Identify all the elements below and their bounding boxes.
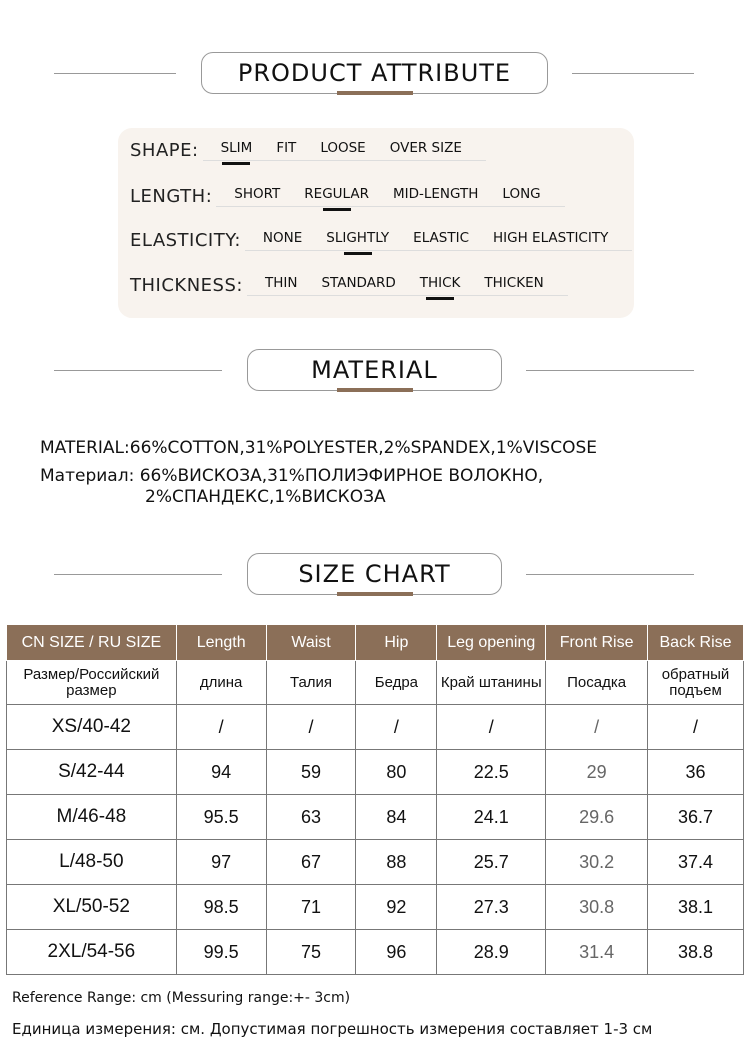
note-en: Reference Range: cm (Messuring range:+- 3cm) xyxy=(12,990,351,1006)
accent-bar xyxy=(337,592,413,596)
table-cell: S/42-44 xyxy=(7,750,177,795)
attribute-option: NONE xyxy=(262,230,303,246)
table-row xyxy=(7,930,744,975)
material-label: MATERIAL: xyxy=(40,438,130,458)
column-header-ru: Талия xyxy=(266,661,356,705)
table-cell: / xyxy=(266,705,356,750)
table-cell: XL/50-52 xyxy=(7,885,177,930)
table-cell: 67 xyxy=(266,840,356,885)
table-cell: 27.3 xyxy=(437,885,546,930)
attribute-row xyxy=(130,230,632,251)
material-value: 66%ВИСКОЗА,31%ПОЛИЭФИРНОЕ ВОЛОКНО, xyxy=(139,466,544,486)
accent-bar xyxy=(337,91,413,95)
table-cell: 94 xyxy=(176,750,266,795)
table-cell: L/48-50 xyxy=(7,840,177,885)
table-cell: 22.5 xyxy=(437,750,546,795)
column-header: Length xyxy=(176,625,266,661)
table-cell: 30.8 xyxy=(546,885,648,930)
section-title-material xyxy=(247,349,502,391)
table-cell: 25.7 xyxy=(437,840,546,885)
section-title-text: PRODUCT ATTRIBUTE xyxy=(237,59,512,87)
attribute-option: THIN xyxy=(264,275,298,291)
divider xyxy=(54,73,176,74)
attribute-option: LOOSE xyxy=(320,140,366,156)
attribute-option: REGULAR xyxy=(304,186,369,202)
table-cell: 24.1 xyxy=(437,795,546,840)
table-cell: / xyxy=(176,705,266,750)
column-header: Back Rise xyxy=(648,625,744,661)
column-header-ru: Бедра xyxy=(356,661,437,705)
table-cell: 96 xyxy=(356,930,437,975)
column-header-ru: Посадка xyxy=(546,661,648,705)
size-chart-table xyxy=(6,624,744,975)
column-header: Hip xyxy=(356,625,437,661)
table-cell: 36 xyxy=(648,750,744,795)
attribute-row xyxy=(130,140,486,161)
column-header-ru: Размер/Российский размер xyxy=(7,661,177,705)
table-cell: 71 xyxy=(266,885,356,930)
attribute-option: OVER SIZE xyxy=(389,140,462,156)
divider xyxy=(54,574,222,575)
attribute-option: FIT xyxy=(276,140,297,156)
table-cell: / xyxy=(437,705,546,750)
material-ru xyxy=(40,466,543,486)
table-cell: 30.2 xyxy=(546,840,648,885)
accent-bar xyxy=(337,388,413,392)
table-cell: 59 xyxy=(266,750,356,795)
table-cell: 31.4 xyxy=(546,930,648,975)
table-cell: 92 xyxy=(356,885,437,930)
column-header-ru: обратный подъем xyxy=(648,661,744,705)
attribute-option: LONG xyxy=(502,186,541,202)
attribute-option: ELASTIC xyxy=(413,230,469,246)
table-cell: 97 xyxy=(176,840,266,885)
divider xyxy=(54,370,222,371)
table-row xyxy=(7,795,744,840)
attribute-option: THICK xyxy=(419,275,461,291)
column-header: Front Rise xyxy=(546,625,648,661)
table-cell: 38.8 xyxy=(648,930,744,975)
column-header-ru: длина xyxy=(176,661,266,705)
attribute-label: THICKNESS: xyxy=(130,275,243,296)
table-cell: 36.7 xyxy=(648,795,744,840)
material-value: 66%COTTON,31%POLYESTER,2%SPANDEX,1%VISCOSE xyxy=(129,438,597,458)
table-cell: / xyxy=(648,705,744,750)
column-header: CN SIZE / RU SIZE xyxy=(7,625,177,661)
attribute-option: STANDARD xyxy=(321,275,396,291)
table-cell: 37.4 xyxy=(648,840,744,885)
attribute-row xyxy=(130,186,565,207)
divider xyxy=(526,574,694,575)
attribute-options xyxy=(203,140,486,161)
attribute-row xyxy=(130,275,568,296)
table-cell: / xyxy=(546,705,648,750)
note-ru: Единица измерения: см. Допустимая погрешность измерения составляет 1-3 см xyxy=(12,1020,653,1038)
attribute-label: LENGTH: xyxy=(130,186,213,207)
table-cell: 80 xyxy=(356,750,437,795)
divider xyxy=(572,73,694,74)
attribute-options xyxy=(247,275,568,296)
attribute-option: SLIM xyxy=(220,140,253,156)
table-cell: 99.5 xyxy=(176,930,266,975)
attribute-options xyxy=(216,186,564,207)
attribute-options xyxy=(245,230,632,251)
table-cell: 38.1 xyxy=(648,885,744,930)
material-label: Материал: xyxy=(40,466,135,486)
table-cell: 2XL/54-56 xyxy=(7,930,177,975)
table-cell: 29 xyxy=(546,750,648,795)
table-cell: 95.5 xyxy=(176,795,266,840)
attribute-label: SHAPE: xyxy=(130,140,199,161)
column-header-ru: Край штанины xyxy=(437,661,546,705)
section-title-text: MATERIAL xyxy=(311,356,438,384)
material-ru-cont: 2%СПАНДЕКС,1%ВИСКОЗА xyxy=(145,487,386,507)
section-title-attribute xyxy=(201,52,548,94)
table-row xyxy=(7,705,744,750)
table-cell: 75 xyxy=(266,930,356,975)
attribute-option: SHORT xyxy=(234,186,281,202)
attribute-option: MID-LENGTH xyxy=(392,186,479,202)
attribute-panel xyxy=(118,128,634,318)
table-row xyxy=(7,840,744,885)
attribute-label: ELASTICITY: xyxy=(130,230,241,251)
table-cell: 88 xyxy=(356,840,437,885)
material-en xyxy=(40,438,597,458)
attribute-option: SLIGHTLY xyxy=(326,230,390,246)
table-row xyxy=(7,885,744,930)
column-header: Waist xyxy=(266,625,356,661)
section-title-text: SIZE CHART xyxy=(298,560,451,588)
table-cell: XS/40-42 xyxy=(7,705,177,750)
table-row xyxy=(7,750,744,795)
table-cell: 63 xyxy=(266,795,356,840)
divider xyxy=(526,370,694,371)
table-cell: 28.9 xyxy=(437,930,546,975)
attribute-option: THICKEN xyxy=(484,275,544,291)
column-header: Leg opening xyxy=(437,625,546,661)
table-cell: 29.6 xyxy=(546,795,648,840)
table-row-ru-headers xyxy=(7,661,744,705)
table-cell: 84 xyxy=(356,795,437,840)
table-cell: / xyxy=(356,705,437,750)
table-cell: 98.5 xyxy=(176,885,266,930)
section-title-size-chart xyxy=(247,553,502,595)
attribute-option: HIGH ELASTICITY xyxy=(493,230,609,246)
table-cell: M/46-48 xyxy=(7,795,177,840)
